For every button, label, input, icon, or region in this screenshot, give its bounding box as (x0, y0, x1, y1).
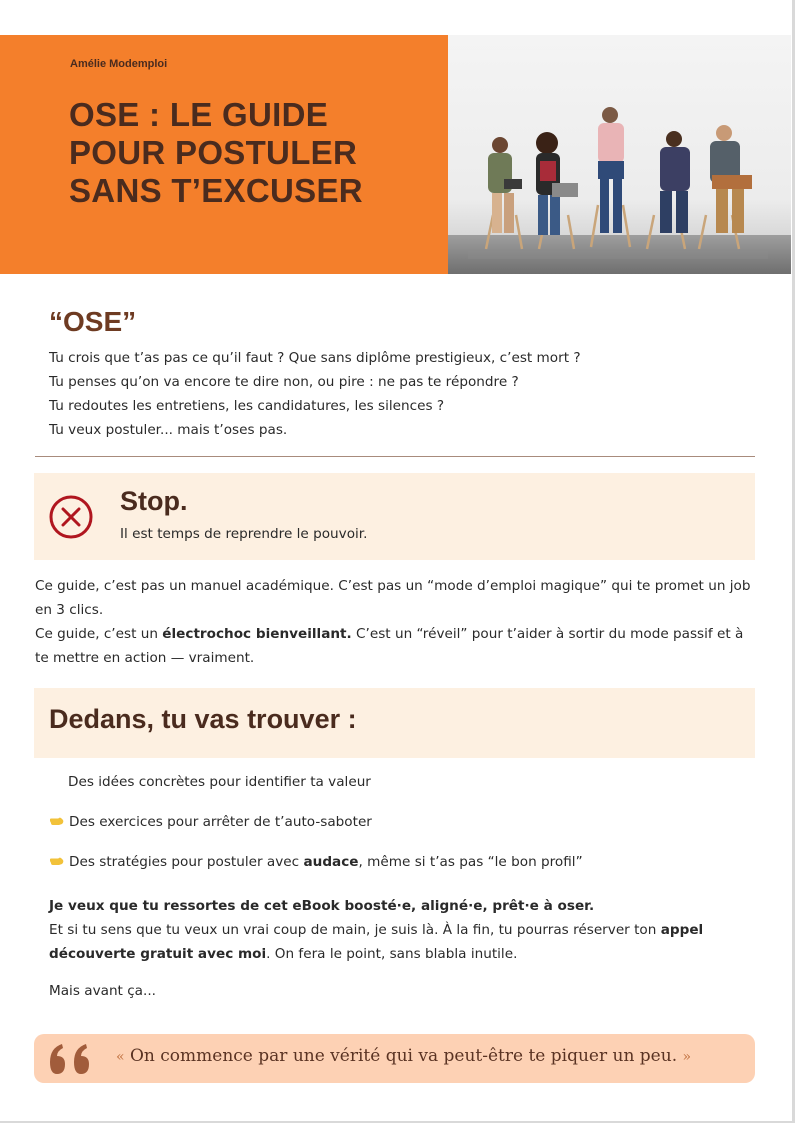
quote-icon (48, 1042, 96, 1076)
hero-photo (448, 35, 791, 274)
title-line: POUR POSTULER (69, 134, 358, 171)
list-item (49, 854, 583, 870)
intro-line: Tu crois que t’as pas ce qu’il faut ? Que sans diplôme prestigieux, c’est mort ? (49, 350, 581, 366)
transition-text: Mais avant ça... (49, 983, 156, 999)
close-circle-icon (48, 494, 94, 540)
quote-close: » (682, 1049, 692, 1065)
list-item-text: Des exercices pour arrêter de t’auto-saboter (69, 814, 372, 830)
quote-open: « (116, 1049, 125, 1065)
author-name: Amélie Modemploi (70, 58, 168, 70)
list-item (68, 774, 371, 790)
title-line: OSE : LE GUIDE (69, 96, 329, 133)
section-heading: Dedans, tu vas trouver : (49, 704, 357, 734)
divider (35, 456, 755, 457)
list-item-text: Des idées concrètes pour identifier ta valeur (68, 774, 371, 790)
callout-title: Stop. (120, 486, 188, 516)
body-paragraph (35, 574, 757, 670)
pointing-hand-icon (49, 855, 65, 867)
intro-line: Tu penses qu’on va encore te dire non, ou pire : ne pas te répondre ? (49, 374, 519, 390)
intro-line: Tu veux postuler... mais t’oses pas. (49, 422, 288, 438)
page-title (69, 96, 429, 210)
pointing-hand-icon (49, 815, 65, 827)
callout-subtitle: Il est temps de reprendre le pouvoir. (120, 526, 368, 542)
paragraph-text: Et si tu sens que tu veux un vrai coup de main, je suis là. À la fin, tu pourras réserver ton (49, 922, 661, 938)
title-line: SANS T’EXCUSER (69, 172, 363, 209)
emphasis-text: audace (303, 854, 359, 870)
paragraph-text: Ce guide, c’est pas un manuel académique. C’est pas un “mode d’emploi magique” qui te promet un job en 3 clics. (35, 578, 751, 618)
emphasis-text: appel découverte gratuit avec moi (49, 922, 704, 962)
paragraph-text: C’est un “réveil” pour t’aider à sortir du mode passif et à te mettre en action — vraiment. (35, 626, 744, 666)
emphasis-text: Je veux que tu ressortes de cet eBook boosté·e, aligné·e, prêt·e à oser. (49, 898, 595, 914)
quote-text (116, 1046, 691, 1066)
list-item-text: , même si t’as pas “le bon profil” (358, 854, 583, 870)
closing-paragraph (49, 894, 749, 966)
list-item (49, 814, 372, 830)
emphasis-text: électrochoc bienveillant. (162, 626, 352, 642)
quote-body: On commence par une vérité qui va peut-être te piquer un peu. (129, 1046, 678, 1066)
paragraph-text: Ce guide, c’est un (35, 626, 163, 642)
section-heading: “OSE” (49, 306, 137, 337)
paragraph-text: . On fera le point, sans blabla inutile. (266, 946, 518, 962)
intro-text (49, 346, 581, 442)
intro-line: Tu redoutes les entretiens, les candidatures, les silences ? (49, 398, 445, 414)
list-item-text: Des stratégies pour postuler avec (69, 854, 304, 870)
